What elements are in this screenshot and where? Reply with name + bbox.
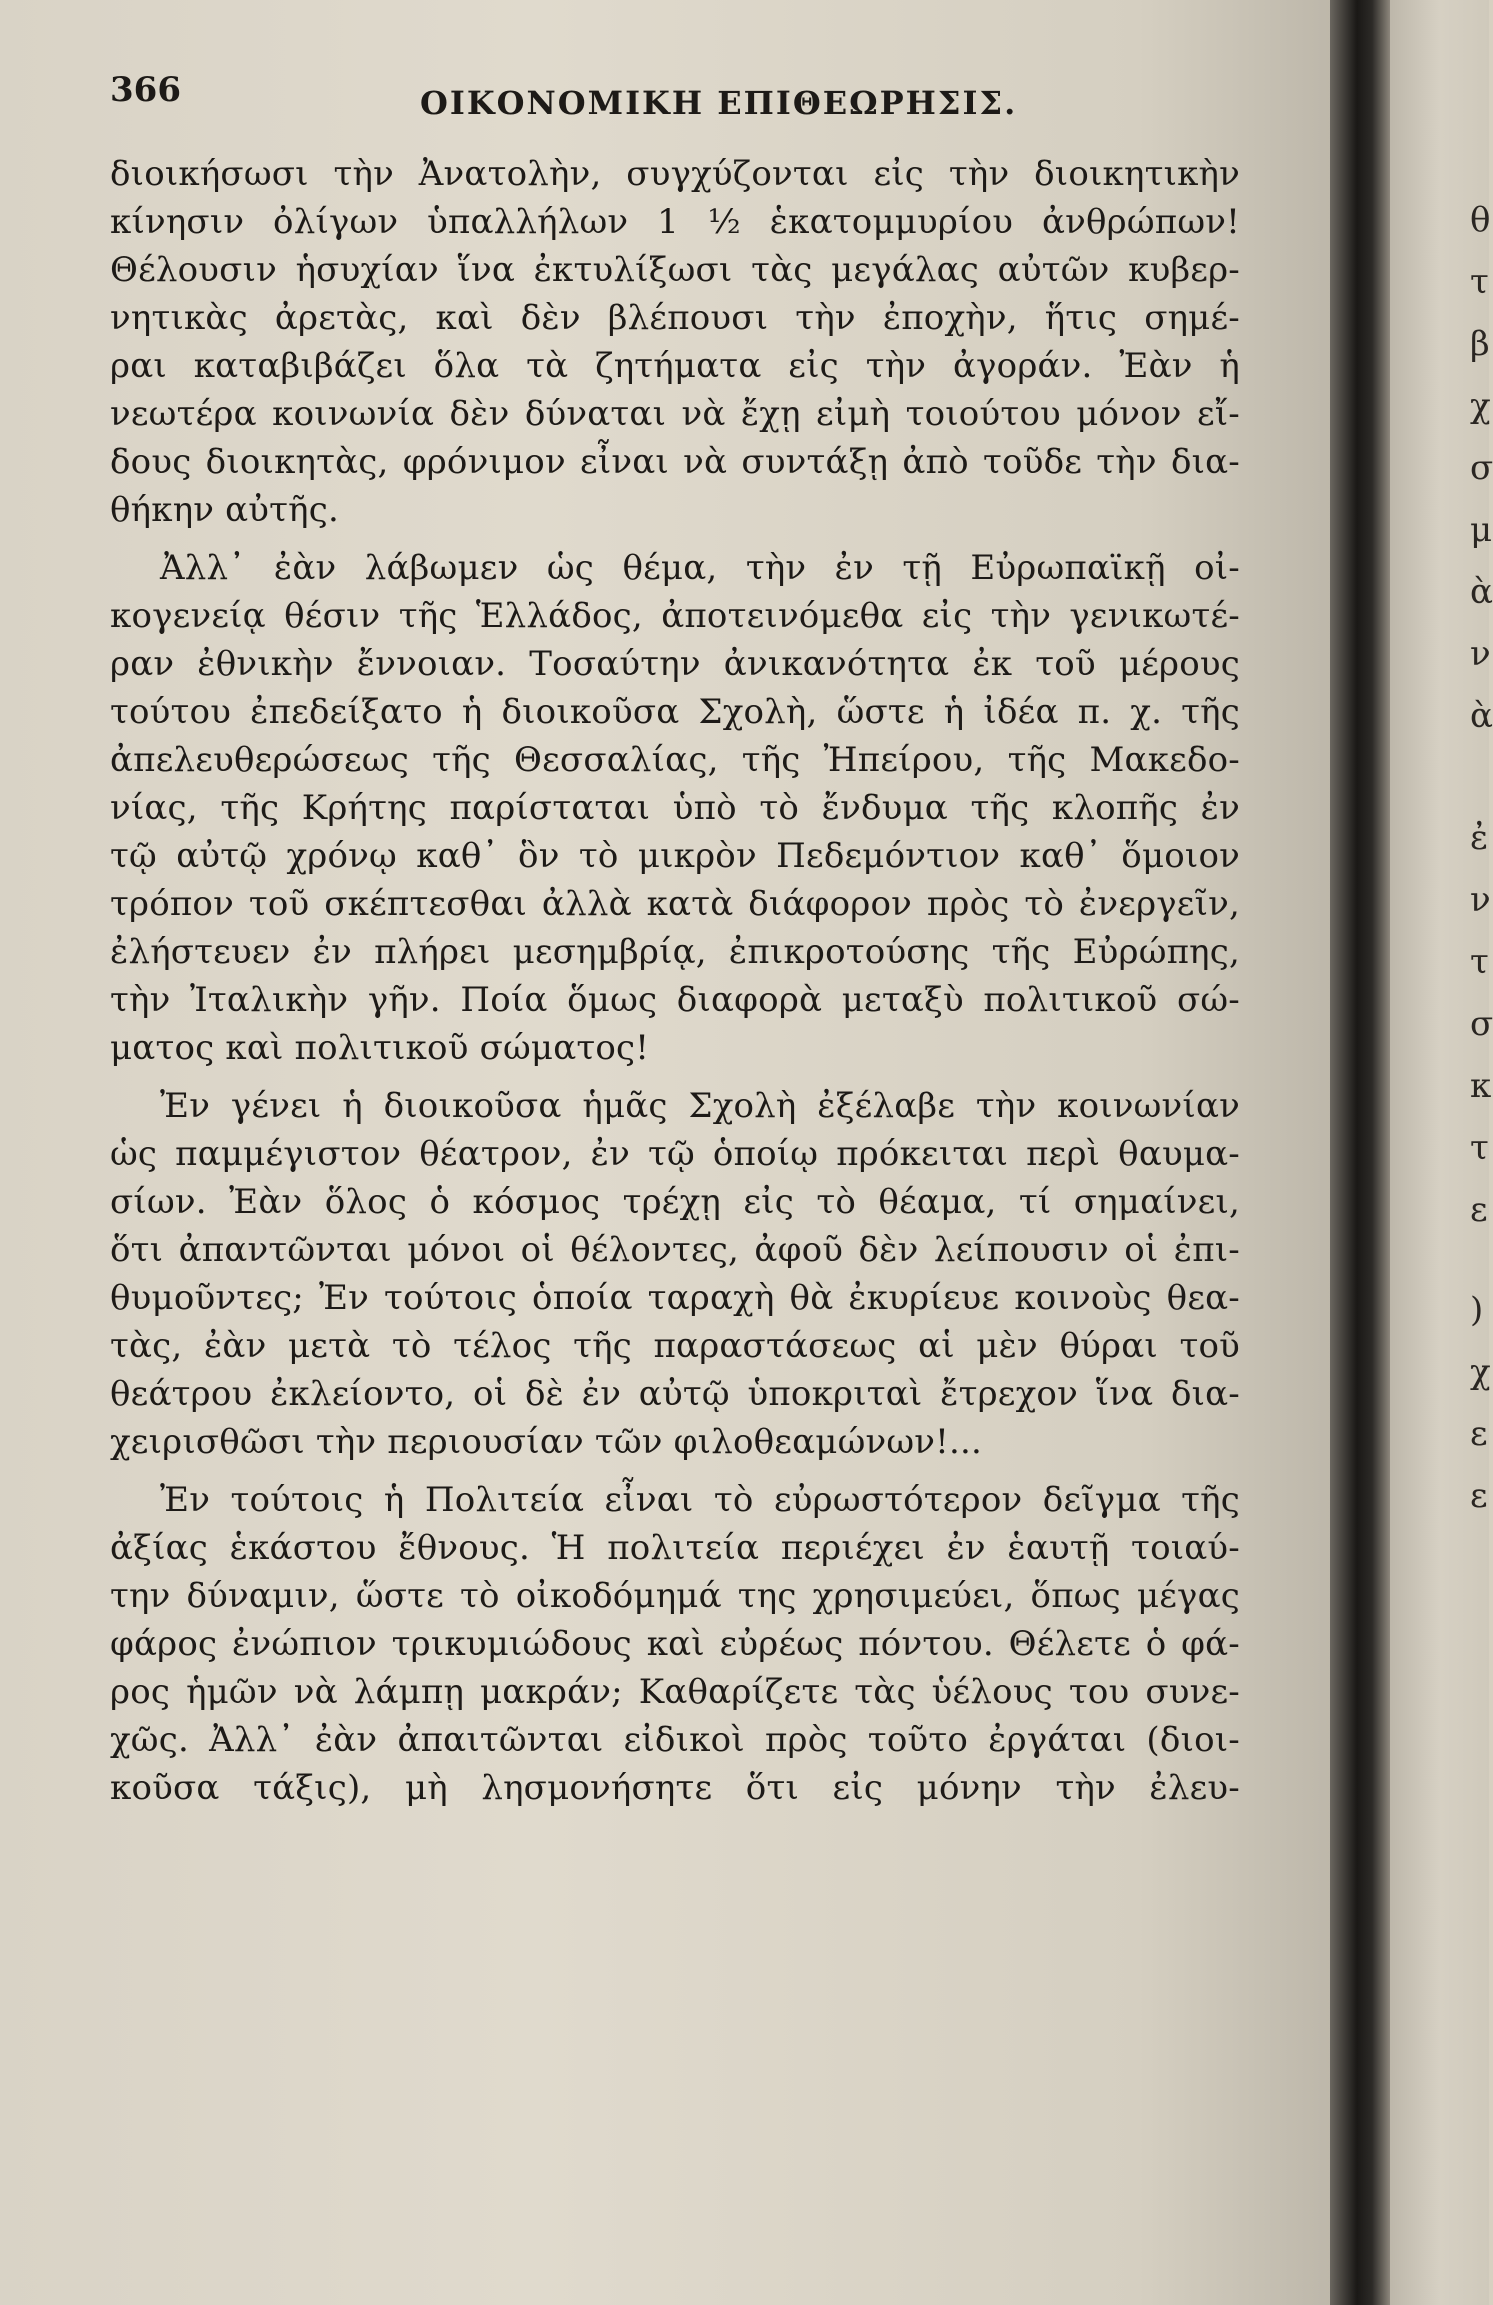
fragment: μ [1470, 510, 1493, 550]
paragraph [110, 150, 1240, 534]
text-line: τὴν Ἰταλικὴν γῆν. Ποία ὅμως διαφορὰ μεταξὺ πολιτικοῦ σώ- [110, 980, 1240, 1020]
fragment: ε [1470, 1476, 1488, 1516]
text-line: θυμοῦντες; Ἐν τούτοις ὁποία ταραχὴ θὰ ἐκυρίευε κοινοὺς θεα- [110, 1278, 1240, 1318]
text-line: κίνησιν ὀλίγων ὑπαλλήλων 1 ½ ἑκατομμυρίου ἀνθρώπων! [110, 202, 1240, 242]
text-line: Θέλουσιν ἡσυχίαν ἵνα ἐκτυλίξωσι τὰς μεγάλας αὐτῶν κυβερ- [110, 250, 1240, 290]
text-line: ματος καὶ πολιτικοῦ σώματος! [110, 1028, 650, 1068]
fragment: θ [1470, 200, 1491, 240]
text-line: θεάτρου ἐκλείοντο, οἱ δὲ ἐν αὐτῷ ὑποκριταὶ ἔτρεχον ἵνα δια- [110, 1374, 1240, 1414]
text-line: ἐλήστευεν ἐν πλήρει μεσημβρίᾳ, ἐπικροτούσης τῆς Εὐρώπης, [110, 932, 1240, 972]
running-title: ΟΙΚΟΝΟΜΙΚΗ ΕΠΙΘΕΩΡΗΣΙΣ. [420, 84, 1018, 122]
text-line: ρος ἡμῶν νὰ λάμπῃ μακράν; Καθαρίζετε τὰς ὑέλους του συνε- [110, 1672, 1240, 1712]
text-line: κογενείᾳ θέσιν τῆς Ἑλλάδος, ἀποτεινόμεθα εἰς τὴν γενικωτέ- [110, 596, 1240, 636]
fragment: ) [1470, 1290, 1484, 1330]
fragment: σ [1470, 448, 1493, 488]
text-line: χῶς. Ἀλλ᾽ ἐὰν ἀπαιτῶνται εἰδικοὶ πρὸς τοῦτο ἐργάται (διοι- [110, 1720, 1240, 1760]
fragment: σ [1470, 1004, 1493, 1044]
paragraph [110, 1476, 1240, 1812]
fragment: χ [1470, 1352, 1491, 1392]
fragment: ε [1470, 1414, 1488, 1454]
body-text [110, 150, 1240, 1812]
page-header [110, 70, 1240, 130]
text-line: ἀπελευθερώσεως τῆς Θεσσαλίας, τῆς Ἠπείρου, τῆς Μακεδο- [110, 740, 1240, 780]
fragment: κ [1470, 1066, 1492, 1106]
text-line: θήκην αὐτῆς. [110, 490, 339, 530]
text-line: ὡς παμμέγιστον θέατρον, ἐν τῷ ὁποίῳ πρόκειται περὶ θαυμα- [110, 1134, 1240, 1174]
fragment: ὰ [1470, 572, 1493, 612]
fragment: β [1470, 324, 1490, 364]
text-line: διοικήσωσι τὴν Ἀνατολὴν, συγχύζονται εἰς τὴν διοικητικὴν [110, 154, 1240, 194]
fragment: ἐ [1470, 818, 1489, 858]
text-line: Ἐν γένει ἡ διοικοῦσα ἡμᾶς Σχολὴ ἐξέλαβε τὴν κοινωνίαν [160, 1086, 1240, 1126]
text-line: τούτου ἐπεδείξατο ἡ διοικοῦσα Σχολὴ, ὥστε ἡ ἰδέα π. χ. τῆς [110, 692, 1240, 732]
text-line: την δύναμιν, ὥστε τὸ οἰκοδόμημά της χρησιμεύει, ὅπως μέγας [110, 1576, 1240, 1616]
text-line: νητικὰς ἀρετὰς, καὶ δὲν βλέπουσι τὴν ἐποχὴν, ἥτις σημέ- [110, 298, 1240, 338]
text-line: Ἀλλ᾽ ἐὰν λάβωμεν ὡς θέμα, τὴν ἐν τῇ Εὐρωπαϊκῇ οἰ- [160, 548, 1240, 588]
text-line: νίας, τῆς Κρήτης παρίσταται ὑπὸ τὸ ἔνδυμα τῆς κλοπῆς ἐν [110, 788, 1240, 828]
text-line: ραι καταβιβάζει ὅλα τὰ ζητήματα εἰς τὴν ἀγοράν. Ἐὰν ἡ [110, 346, 1240, 386]
fragment: τ [1470, 1128, 1489, 1168]
text-line: Ἐν τούτοις ἡ Πολιτεία εἶναι τὸ εὐρωστότερον δεῖγμα τῆς [160, 1480, 1240, 1520]
text-line: τὰς, ἐὰν μετὰ τὸ τέλος τῆς παραστάσεως αἱ μὲν θύραι τοῦ [110, 1326, 1240, 1366]
text-line: τρόπον τοῦ σκέπτεσθαι ἀλλὰ κατὰ διάφορον πρὸς τὸ ἐνεργεῖν, [110, 884, 1240, 924]
text-line: χειρισθῶσι τὴν περιουσίαν τῶν φιλοθεαμώνων!... [110, 1422, 983, 1462]
fragment: τ [1470, 942, 1489, 982]
fragment: ε [1470, 1190, 1488, 1230]
book-gutter [1330, 0, 1390, 2305]
fragment: ν [1470, 634, 1491, 674]
text-line: ἀξίας ἑκάστου ἔθνους. Ἡ πολιτεία περιέχει ἐν ἑαυτῇ τοιαύ- [110, 1528, 1240, 1568]
text-line: νεωτέρα κοινωνία δὲν δύναται νὰ ἔχῃ εἰμὴ τοιούτου μόνον εἴ- [110, 394, 1240, 434]
text-line: ραν ἐθνικὴν ἔννοιαν. Τοσαύτην ἀνικανότητα ἐκ τοῦ μέρους [110, 644, 1240, 684]
text-line: δους διοικητὰς, φρόνιμον εἶναι νὰ συντάξῃ ἀπὸ τοῦδε τὴν δια- [110, 442, 1240, 482]
facing-page-edge [1390, 0, 1493, 2305]
text-line: τῷ αὐτῷ χρόνῳ καθ᾽ ὃν τὸ μικρὸν Πεδεμόντιον καθ᾽ ὅμοιον [110, 836, 1240, 876]
text-line: ὅτι ἀπαντῶνται μόνοι οἱ θέλοντες, ἀφοῦ δὲν λείπουσιν οἱ ἐπι- [110, 1230, 1240, 1270]
page-number: 366 [110, 70, 181, 110]
fragment: ὰ [1470, 696, 1493, 736]
fragment: τ [1470, 262, 1489, 302]
text-line: κοῦσα τάξις), μὴ λησμονήσητε ὅτι εἰς μόνην τὴν ἐλευ- [110, 1768, 1240, 1808]
fragment: χ [1470, 386, 1491, 426]
paragraph [110, 544, 1240, 1072]
text-line: σίων. Ἐὰν ὅλος ὁ κόσμος τρέχῃ εἰς τὸ θέαμα, τί σημαίνει, [110, 1182, 1240, 1222]
paragraph [110, 1082, 1240, 1466]
text-line: φάρος ἐνώπιον τρικυμιώδους καὶ εὐρέως πόντου. Θέλετε ὁ φά- [110, 1624, 1240, 1664]
fragment: ν [1470, 880, 1491, 920]
